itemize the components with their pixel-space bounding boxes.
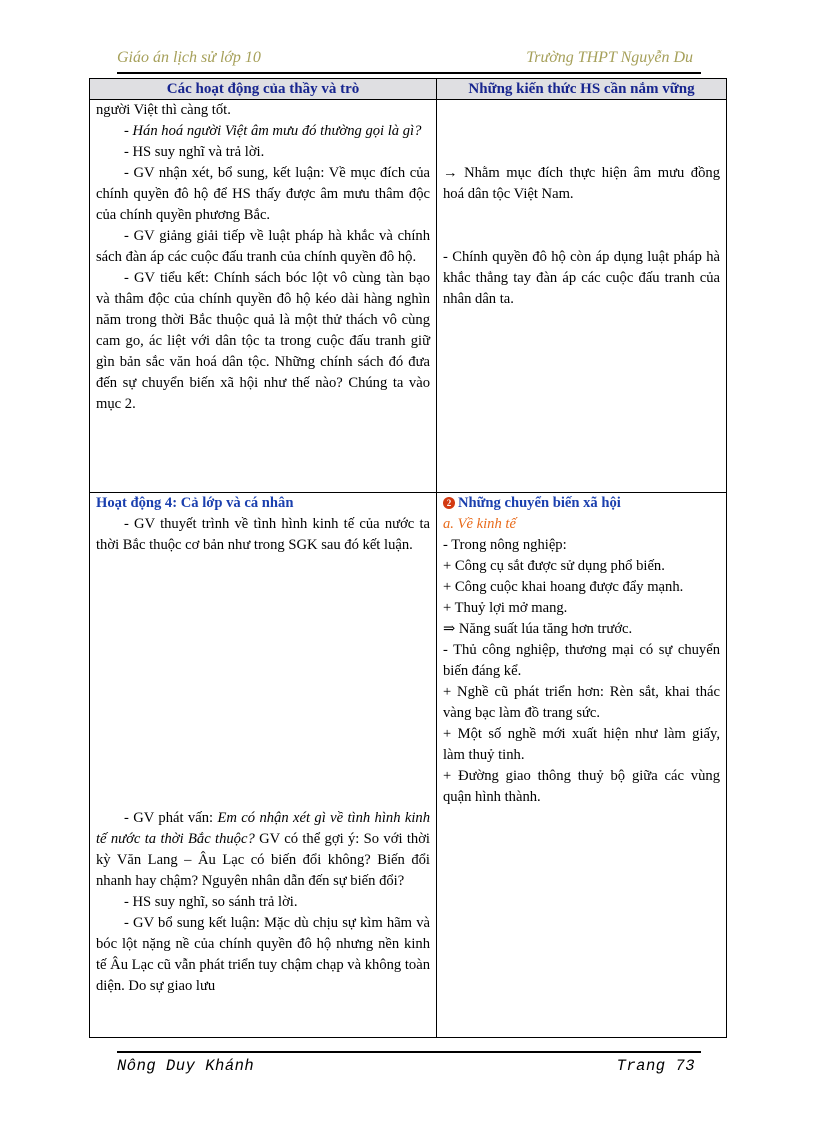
header-right-school: Trường THPT Nguyễn Du — [526, 49, 693, 66]
list-item: + Công cuộc khai hoang được đẩy mạnh. — [443, 579, 684, 595]
list-item: - Trong nông nghiệp: — [443, 537, 567, 553]
list-item: + Đường giao thông thuỷ bộ giữa các vùng quận hình thành. — [443, 768, 720, 805]
paragraph: - HS suy nghĩ, so sánh trả lời. — [124, 894, 298, 910]
table-row — [90, 493, 727, 1038]
prompt-prefix: - GV phát vấn: — [124, 810, 218, 826]
list-item: ⇒ Năng suất lúa tăng hơn trước. — [443, 621, 633, 637]
row1-activities-cell — [90, 100, 437, 493]
list-item: + Một số nghề mới xuất hiện như làm giấy, làm thuỷ tinh. — [443, 726, 720, 763]
paragraph: - GV nhận xét, bổ sung, kết luận: Về mục đích của chính quyền đô hộ để HS thấy được âm mưu thâm độc của chính quyền phương Bắc. — [96, 165, 430, 223]
list-item: + Công cụ sắt được sử dụng phổ biến. — [443, 558, 665, 574]
header-left-title: Giáo án lịch sử lớp 10 — [117, 49, 261, 66]
paragraph: - GV tiểu kết: Chính sách bóc lột vô cùng tàn bạo và thâm độc của chính quyền đô hộ kéo dài hàng nghìn năm trong thời Bắc thuộc quả là một thử thách vô cùng cam go, ác liệt với dân tộc ta trong cuộc đấu tranh giữ gìn bản sắc văn hoá dân tộc. Những chính sách đó đưa đến sự chuyển biến xã hội như thế nào? Chúng ta vào mục 2. — [96, 270, 430, 412]
prompt-question: Em có nhận xét gì về tình hình kinh tế nước ta thời Bắc thuộc? — [96, 810, 430, 847]
paragraph: - GV thuyết trình về tình hình kinh tế của nước ta thời Bắc thuộc cơ bản như trong SGK sau đó kết luận. — [96, 516, 430, 553]
footer-page-number: Trang 73 — [616, 1057, 695, 1075]
row2-activities-cell — [90, 493, 437, 1038]
paragraph: - Chính quyền đô hộ còn áp dụng luật pháp hà khắc thẳng tay đàn áp các cuộc đấu tranh của nhân dân ta. — [443, 249, 720, 307]
list-item: + Nghề cũ phát triển hơn: Rèn sắt, khai thác vàng bạc làm đồ trang sức. — [443, 684, 720, 721]
row2-knowledge-cell — [437, 493, 727, 1038]
col-header-knowledge: Những kiến thức HS cần nắm vững — [437, 79, 727, 100]
paragraph: - GV giảng giải tiếp về luật pháp hà khắc và chính sách đàn áp các cuộc đấu tranh của chính quyền đô hộ. — [96, 228, 430, 265]
row1-knowledge-cell — [437, 100, 727, 493]
subsection-heading: a. Về kinh tế — [443, 516, 516, 532]
paragraph: → Nhằm mục đích thực hiện âm mưu đồng hoá dân tộc Việt Nam. — [443, 165, 720, 202]
section-heading — [443, 493, 720, 514]
col-header-activities: Các hoạt động của thầy và trò — [90, 79, 437, 100]
page-footer — [117, 1051, 701, 1081]
paragraph — [96, 808, 430, 892]
section-number-bullet: 2 — [443, 497, 455, 509]
table-row — [90, 100, 727, 493]
paragraph: - Hán hoá người Việt âm mưu đó thường gọi là gì? — [124, 123, 422, 139]
list-item: - Thủ công nghiệp, thương mại có sự chuyển biến đáng kể. — [443, 642, 720, 679]
activity-title: Hoạt động 4: Cả lớp và cá nhân — [96, 495, 294, 511]
prompt-suffix: GV có thể gợi ý: So với thời kỳ Văn Lang – Âu Lạc có biến đổi không? Biến đổi nhanh hay chậm? Nguyên nhân dẫn đến sự biến đổi? — [96, 831, 430, 889]
paragraph: - GV bổ sung kết luận: Mặc dù chịu sự kìm hãm và bóc lột nặng nề của chính quyền đô hộ nhưng nền kinh tế Âu Lạc cũ vẫn phát triển tuy chậm chạp và không toàn diện. Do sự giao lưu — [96, 915, 430, 994]
paragraph: - HS suy nghĩ và trả lời. — [124, 144, 265, 160]
footer-author: Nông Duy Khánh — [117, 1057, 255, 1075]
table-header-row — [90, 79, 727, 100]
list-item: + Thuỷ lợi mở mang. — [443, 600, 568, 616]
page-header — [117, 48, 701, 74]
section-title: Những chuyển biến xã hội — [458, 495, 621, 511]
lesson-table — [89, 78, 727, 1038]
paragraph: người Việt thì càng tốt. — [96, 102, 231, 118]
